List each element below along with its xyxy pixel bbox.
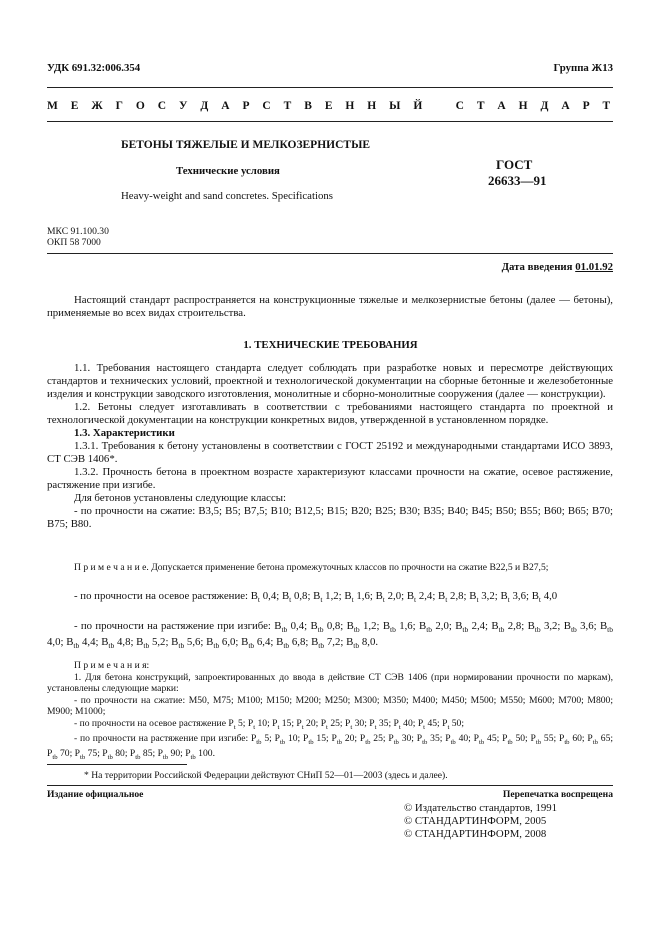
class-value: $B_{tb}$ 4,4; [66,636,102,651]
group-code: Группа Ж13 [553,62,613,74]
class-value: $B_t$ 0,8; [281,590,314,605]
class-value: $B_{tb}$ 2,8; [491,620,528,635]
reprint-notice: Перепечатка воспрещена [502,789,613,800]
class-value: $B_t$ 2,8; [438,590,470,605]
notes-bend-grades [47,733,613,764]
class-value: $B_t$ 4,0 [531,590,558,605]
footer-rule [47,785,613,786]
class-value: $B_t$ 2,4; [406,590,439,605]
copyright-1: © Издательство стандартов, 1991 [404,802,558,814]
class-value: $P_{tb}$ 10; [274,732,304,746]
class-value: $P_{tb}$ 70; [47,748,75,762]
introduction-date-label: Дата введения [501,261,573,273]
gost-number: 26633—91 [488,173,547,188]
paragraph-1-1: 1.1. Требования настоящего стандарта следует соблюдать при разработке новых и пересмотре действующих стандартов и технических условий, проектной и технологической документации на сборные бетонные и железобетонные изделия и конструкции заводского изготовления, монолитные и сборно-монолитные сооружения (далее — конструкции). [47,362,613,400]
udk-code: УДК 691.32:006.354 [47,62,141,74]
paragraph-1-3-1: 1.3.1. Требования к бетону установлены в соответствии с ГОСТ 25192 и международными стандартами ИСО 3893, СТ СЭВ 1406*. [47,440,613,465]
standard-title: БЕТОНЫ ТЯЖЕЛЫЕ И МЕЛКОЗЕРНИСТЫЕ [121,139,371,151]
standard-title-en: Heavy-weight and sand concretes. Specifications [121,190,333,202]
copyright-2: © СТАНДАРТИНФОРМ, 2005 [404,815,547,827]
footnote-rule [47,764,187,765]
gost-label: ГОСТ [496,157,533,172]
notes-axial-grades [47,718,613,733]
class-value: $B_{tb}$ 3,2; [527,620,564,635]
class-value: $P_t$ 40; [393,717,418,731]
class-value: $P_t$ 30; [344,717,370,731]
class-value: $B_{tb}$ 5,6; [171,636,207,651]
class-value: $B_{tb}$ 5,2; [136,636,172,651]
class-value: $B_{tb}$ 6,4; [241,636,277,651]
copyright-3: © СТАНДАРТИНФОРМ, 2008 [404,828,547,840]
class-value: $P_{tb}$ 100. [185,748,215,762]
class-value: $B_{tb}$ 3,6; [563,620,600,635]
class-value: $P_{tb}$ 30; [388,732,417,746]
class-value: $B_{tb}$ 6,8; [276,636,312,651]
footnote: * На территории Российской Федерации действуют СНиП 52—01—2003 (здесь и далее). [84,770,448,781]
class-value: $B_t$ 1,6; [344,590,376,605]
class-value: $P_t$ 45; [417,717,443,731]
class-value: $B_{tb}$ 7,2; [311,636,347,651]
axial-values [250,590,558,605]
class-value: $P_t$ 25; [320,717,345,731]
class-value: $P_{tb}$ 40; [445,732,474,746]
class-value: $B_t$ 1,2; [313,590,345,605]
class-value: $B_{tb}$ 1,6; [382,620,419,635]
section-heading: 1. ТЕХНИЧЕСКИЕ ТРЕБОВАНИЯ [243,339,418,351]
notes-item-1: 1. Для бетона конструкций, запроектированных до ввода в действие СТ СЭВ 1406 (при нормировании прочности по маркам), установлены следующие марки: [47,671,613,694]
class-value: $B_{tb}$ 1,2; [346,620,383,635]
bend-classes [47,620,613,652]
class-value: $P_{tb}$ 85; [129,748,158,762]
class-value: $B_{tb}$ 4,8; [101,636,137,651]
axial-prefix: - по прочности на осевое растяжение: [74,590,249,602]
class-value: $P_{tb}$ 55; [530,732,559,746]
class-value: $P_t$ 15; [272,717,297,731]
class-value: $P_{tb}$ 75; [74,748,103,762]
class-value: $P_{tb}$ 45; [473,732,503,746]
mks-code: МКС 91.100.30 [47,226,109,237]
class-value: $P_t$ 20; [296,717,321,731]
paragraph-1-3-2: 1.3.2. Прочность бетона в проектном возрасте характеризуют классами прочности на сжатие, осевое растяжение, растяжение при изгибе. [47,466,613,491]
official-edition: Издание официальное [47,789,144,800]
notes-block [47,660,613,764]
paragraph-1-2: 1.2. Бетоны следует изготавливать в соответствии с требованиями настоящего стандарта по проектной и технологической документации на конструкции конкретных видов, утвержденной в установленном порядке. [47,401,613,426]
class-value: $B_t$ 3,6; [500,590,532,605]
axial-classes [47,590,613,606]
class-value: $P_{tb}$ 5; [250,732,275,746]
paragraph-1-3-heading: 1.3. Характеристики [74,427,175,439]
note-label: П р и м е ч а н и е. [74,562,149,573]
note-block [47,562,613,574]
class-value: $P_t$ 5; [228,717,248,731]
class-value: $B_{tb}$ 6,0; [206,636,242,651]
class-value: $B_{tb}$ 0,4; [274,620,311,635]
class-value: $B_t$ 0,4; [250,590,282,605]
codes-rule [47,253,613,254]
class-value: $P_{tb}$ 15; [303,732,332,746]
classes-intro: Для бетонов установлены следующие классы: [74,492,287,504]
class-value: $P_{tb}$ 35; [416,732,446,746]
notes-axial-values [228,718,464,729]
class-value: $P_{tb}$ 25; [359,732,389,746]
class-value: $P_{tb}$ 80; [102,748,130,762]
compress-classes: - по прочности на сжатие: B3,5; B5; B7,5; B10; B12,5; B15; B20; B25; B30; B35; B40; B45; B50; B55; B60; B65; B70; B75; B80. [47,505,613,530]
introduction-date [502,261,613,274]
intro-paragraph: Настоящий стандарт распространяется на конструкционные тяжелые и мелкозернистые бетоны (далее — бетоны), применяемые во всех видах строительства. [47,294,613,319]
section-body [47,362,613,531]
interstate-standard-banner: М Е Ж Г О С У Д А Р С Т В Е Н Н Ы Й С Т А Н Д А Р Т [47,100,613,112]
class-value: $P_t$ 35; [369,717,394,731]
class-value: $P_{tb}$ 90; [157,748,186,762]
class-value: $P_{tb}$ 20; [331,732,360,746]
top-rule [47,87,613,88]
class-value: $P_{tb}$ 65; [587,732,614,746]
notes-compress-grades: - по прочности на сжатие: M50, M75; M100; M150; M200; M250; M300; M350; M400; M450; M500; M550; M600; M700; M800; M900; M1000; [47,694,613,717]
okp-code: ОКП 58 7000 [47,237,101,248]
bend-prefix: - по прочности на растяжение при изгибе: [74,620,271,632]
class-value: $B_{tb}$ 0,8; [310,620,347,635]
class-value: $B_{tb}$ 4,0; [47,620,614,649]
class-value: $P_t$ 10; [247,717,273,731]
introduction-date-value: 01.01.92 [575,261,613,273]
class-value: $P_t$ 50; [442,717,464,731]
class-value: $B_{tb}$ 8,0. [346,636,379,651]
class-value: $B_t$ 3,2; [469,590,501,605]
class-value: $B_{tb}$ 2,0; [419,620,456,635]
class-value: $P_{tb}$ 50; [502,732,531,746]
notes-label: П р и м е ч а н и я: [74,660,150,671]
notes-bend-prefix: - по прочности на растяжение при изгибе: [74,732,249,744]
class-value: $B_t$ 2,0; [375,590,407,605]
notes-axial-prefix: - по прочности на осевое растяжение [74,717,226,729]
banner-rule [47,121,613,122]
class-value: $P_{tb}$ 60; [558,732,588,746]
note-text: Допускается применение бетона промежуточных классов по прочности на сжатие B22,5 и B27,5; [151,562,549,573]
class-value: $B_{tb}$ 2,4; [455,620,492,635]
standard-subtitle: Технические условия [176,165,280,177]
